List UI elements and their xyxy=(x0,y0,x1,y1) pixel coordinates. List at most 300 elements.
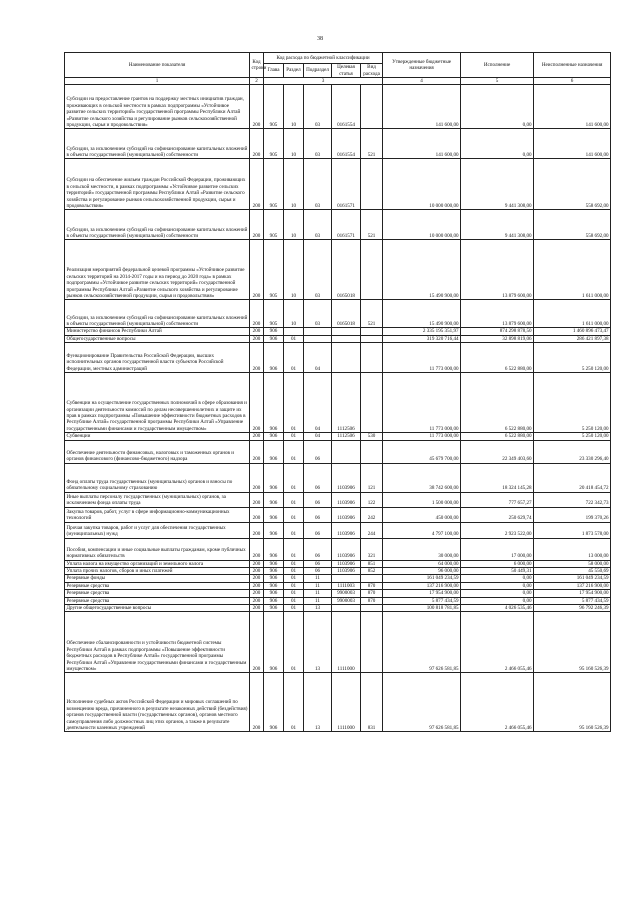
cell-podrazdel xyxy=(304,335,332,342)
cell-target: 0165018 xyxy=(332,240,361,300)
cell-executed: 13 879 600,00 xyxy=(461,300,534,328)
cell-unexecuted: 45 550,69 xyxy=(534,568,611,575)
cell-podrazdel: 03 xyxy=(304,159,332,210)
cell-glava: 906 xyxy=(264,440,284,463)
cell-glava: 906 xyxy=(264,373,284,433)
cell-type: 870 xyxy=(361,582,383,589)
cell-line: 200 xyxy=(250,210,264,240)
cell-type: 530 xyxy=(361,433,383,440)
cell-glava: 906 xyxy=(264,335,284,342)
cell-executed: 32 898 819,06 xyxy=(461,335,534,342)
cell-type xyxy=(361,240,383,300)
cell-target: 1103906 xyxy=(332,463,361,492)
cell-glava: 906 xyxy=(264,492,284,507)
cell-approved: 141 600,00 xyxy=(383,85,461,129)
cell-glava: 905 xyxy=(264,159,284,210)
cell-target: 0161554 xyxy=(332,129,361,159)
table-row xyxy=(65,575,611,582)
page-number: 38 xyxy=(317,36,323,42)
header-approved: Утвержденные бюджетные назначения xyxy=(383,53,461,78)
table-row xyxy=(65,673,611,732)
cell-unexecuted: 286 421 897,38 xyxy=(534,335,611,342)
cell-target: 1103906 xyxy=(332,522,361,538)
cell-type xyxy=(361,440,383,463)
cell-target: 9900003 xyxy=(332,597,361,604)
cell-name: Субсидии, за исключением субсидий на софинансирование капитальных вложений в объекты государственной (муниципальной) собственности xyxy=(65,300,250,328)
cell-target: 1111000 xyxy=(332,612,361,673)
cell-approved: 96 000,00 xyxy=(383,568,461,575)
cell-podrazdel: 06 xyxy=(304,492,332,507)
cell-razdel: 01 xyxy=(284,582,304,589)
cell-type: 870 xyxy=(361,597,383,604)
cell-line: 200 xyxy=(250,328,264,335)
cell-podrazdel: 03 xyxy=(304,240,332,300)
cell-razdel: 01 xyxy=(284,605,304,612)
cell-unexecuted: 20 418 454,72 xyxy=(534,463,611,492)
table-row xyxy=(65,560,611,567)
cell-razdel: 01 xyxy=(284,343,304,373)
header-type: Вид расхода xyxy=(361,64,383,78)
cell-line: 200 xyxy=(250,590,264,597)
cell-executed: 0,00 xyxy=(461,575,534,582)
cell-approved: 450 000,00 xyxy=(383,507,461,522)
cell-glava: 906 xyxy=(264,612,284,673)
cell-executed: 0,00 xyxy=(461,582,534,589)
cell-approved: 11 773 000,00 xyxy=(383,343,461,373)
table-row xyxy=(65,507,611,522)
table-header xyxy=(65,53,611,85)
cell-name: Резервные фонды xyxy=(65,575,250,582)
cell-unexecuted: 23 330 296,40 xyxy=(534,440,611,463)
cell-razdel: 01 xyxy=(284,612,304,673)
cell-name: Субсидии на предоставление грантов на поддержку местных инициатив граждан, проживающих в сельской местности в рамках подпрограммы «Устойчивое развитие сельских территорий» государственной программы Республики Алтай «Развитие сельского хозяйства и регулирование рынков сельскохозяйственной продукции, сырья и продовольствия» xyxy=(65,85,250,129)
cell-glava: 906 xyxy=(264,597,284,604)
header-unexecuted: Неисполненные назначения xyxy=(534,53,611,78)
cell-target xyxy=(332,328,361,335)
cell-podrazdel: 06 xyxy=(304,440,332,463)
cell-unexecuted: 137 216 900,00 xyxy=(534,582,611,589)
cell-executed: 0,00 xyxy=(461,129,534,159)
cell-executed: 9 441 308,00 xyxy=(461,210,534,240)
cell-podrazdel: 06 xyxy=(304,538,332,560)
table-row xyxy=(65,433,611,440)
table-row xyxy=(65,605,611,612)
column-number: 1 xyxy=(65,78,250,85)
cell-type: 122 xyxy=(361,492,383,507)
cell-unexecuted: 141 600,00 xyxy=(534,85,611,129)
header-podrazdel: Подраздел xyxy=(304,64,332,78)
cell-razdel: 01 xyxy=(284,433,304,440)
cell-type: 870 xyxy=(361,590,383,597)
cell-line: 200 xyxy=(250,597,264,604)
cell-unexecuted: 5 877 434,59 xyxy=(534,597,611,604)
column-number: 6 xyxy=(534,78,611,85)
cell-target: 1103906 xyxy=(332,507,361,522)
cell-type xyxy=(361,612,383,673)
header-executed: Исполнение xyxy=(461,53,534,78)
cell-podrazdel: 04 xyxy=(304,373,332,433)
cell-line: 200 xyxy=(250,538,264,560)
cell-executed: 0,00 xyxy=(461,597,534,604)
table-row xyxy=(65,300,611,328)
cell-name: Резервные средства xyxy=(65,582,250,589)
cell-name: Пособия, компенсации и иные социальные выплаты гражданам, кроме публичных нормативных обязательств xyxy=(65,538,250,560)
cell-executed: 250 629,74 xyxy=(461,507,534,522)
cell-type xyxy=(361,605,383,612)
cell-type: 521 xyxy=(361,300,383,328)
cell-executed: 18 324 145,28 xyxy=(461,463,534,492)
cell-line: 200 xyxy=(250,507,264,522)
cell-podrazdel: 04 xyxy=(304,433,332,440)
table-row xyxy=(65,335,611,342)
cell-approved: 97 626 581,85 xyxy=(383,612,461,673)
cell-line: 200 xyxy=(250,343,264,373)
cell-unexecuted: 95 160 526,39 xyxy=(534,673,611,732)
cell-executed: 2 923 522,00 xyxy=(461,522,534,538)
cell-glava: 905 xyxy=(264,210,284,240)
cell-target: 1103906 xyxy=(332,568,361,575)
cell-type: 831 xyxy=(361,673,383,732)
cell-target: 0161554 xyxy=(332,85,361,129)
cell-target: 1112506 xyxy=(332,373,361,433)
cell-approved: 5 877 434,59 xyxy=(383,597,461,604)
cell-unexecuted: 5 250 120,00 xyxy=(534,373,611,433)
cell-razdel: 01 xyxy=(284,463,304,492)
cell-glava: 906 xyxy=(264,560,284,567)
cell-approved: 137 216 900,00 xyxy=(383,582,461,589)
cell-approved: 64 000,00 xyxy=(383,560,461,567)
cell-razdel: 01 xyxy=(284,575,304,582)
cell-name: Субсидии, за исключением субсидий на софинансирование капитальных вложений в объекты государственной (муниципальной) собственности xyxy=(65,210,250,240)
cell-line: 200 xyxy=(250,463,264,492)
cell-name: Министерство финансов Республики Алтай xyxy=(65,328,250,335)
cell-executed: 2 466 055,46 xyxy=(461,673,534,732)
cell-name: Резервные средства xyxy=(65,590,250,597)
cell-name: Иные выплаты персоналу государственных (муниципальных) органов, за исключением фонда оплаты труда xyxy=(65,492,250,507)
cell-approved: 1 500 000,00 xyxy=(383,492,461,507)
cell-executed: 4 026 535,46 xyxy=(461,605,534,612)
cell-razdel xyxy=(284,328,304,335)
cell-glava: 905 xyxy=(264,240,284,300)
cell-line: 200 xyxy=(250,612,264,673)
header-name: Наименование показателя xyxy=(65,53,250,78)
cell-type: 521 xyxy=(361,210,383,240)
table-row xyxy=(65,328,611,335)
cell-glava: 906 xyxy=(264,463,284,492)
column-number: 3 xyxy=(264,78,383,85)
cell-glava: 906 xyxy=(264,575,284,582)
cell-razdel: 01 xyxy=(284,590,304,597)
table-row xyxy=(65,612,611,673)
cell-unexecuted: 1 873 578,00 xyxy=(534,522,611,538)
cell-name: Обеспечение сбалансированности и устойчивости бюджетной системы Республики Алтай в рамках подпрограммы «Повышение эффективности бюджетных расходов в Республике Алтай» государственной программы Республики Алтай «Управление государственными финансами и государственным имуществом» xyxy=(65,612,250,673)
cell-line: 200 xyxy=(250,433,264,440)
cell-executed: 6 522 880,00 xyxy=(461,373,534,433)
table-row xyxy=(65,240,611,300)
cell-type xyxy=(361,373,383,433)
cell-glava: 906 xyxy=(264,605,284,612)
cell-approved: 15 490 900,00 xyxy=(383,300,461,328)
cell-executed: 2 466 055,46 xyxy=(461,612,534,673)
cell-line: 200 xyxy=(250,673,264,732)
cell-name: Прочая закупка товаров, работ и услуг для обеспечения государственных (муниципальных) нужд xyxy=(65,522,250,538)
cell-line: 200 xyxy=(250,373,264,433)
header-budget-code: Код расхода по бюджетной классификации xyxy=(264,53,383,64)
cell-name: Реализация мероприятий федеральной целевой программы «Устойчивое развитие сельских территорий на 2014-2017 годы и на период до 2020 года» в рамках подпрограммы «Устойчивое развитие сельских территорий» государственной программы Республики Алтай «Развитие сельского хозяйства и регулирование рынков сельскохозяйственной продукции, сырья и продовольствия» xyxy=(65,240,250,300)
cell-podrazdel: 04 xyxy=(304,343,332,373)
cell-line: 200 xyxy=(250,129,264,159)
cell-razdel: 01 xyxy=(284,440,304,463)
cell-glava: 906 xyxy=(264,343,284,373)
cell-unexecuted: 13 000,00 xyxy=(534,538,611,560)
column-numbers-row xyxy=(65,78,611,85)
cell-executed: 13 879 600,00 xyxy=(461,240,534,300)
cell-podrazdel: 06 xyxy=(304,568,332,575)
cell-type xyxy=(361,575,383,582)
cell-type: 321 xyxy=(361,538,383,560)
cell-razdel: 01 xyxy=(284,538,304,560)
cell-target: 9900003 xyxy=(332,590,361,597)
cell-razdel: 01 xyxy=(284,597,304,604)
cell-executed: 0,00 xyxy=(461,590,534,597)
cell-type: 852 xyxy=(361,568,383,575)
cell-approved: 11 773 000,00 xyxy=(383,433,461,440)
cell-name: Субсидии, за исключением субсидий на софинансирование капитальных вложений в объекты государственной (муниципальной) собственности xyxy=(65,129,250,159)
cell-executed: 6 000,00 xyxy=(461,560,534,567)
cell-glava: 906 xyxy=(264,522,284,538)
cell-unexecuted: 558 692,00 xyxy=(534,159,611,210)
cell-approved: 319 320 716,44 xyxy=(383,335,461,342)
cell-glava: 906 xyxy=(264,673,284,732)
table-row xyxy=(65,129,611,159)
cell-podrazdel: 06 xyxy=(304,522,332,538)
cell-razdel: 01 xyxy=(284,568,304,575)
table-row xyxy=(65,373,611,433)
table-body xyxy=(65,85,611,732)
cell-type: 244 xyxy=(361,522,383,538)
cell-unexecuted: 558 692,00 xyxy=(534,210,611,240)
cell-podrazdel: 13 xyxy=(304,612,332,673)
cell-glava: 906 xyxy=(264,590,284,597)
table-row xyxy=(65,597,611,604)
table-row xyxy=(65,343,611,373)
cell-executed: 777 657,27 xyxy=(461,492,534,507)
cell-name: Исполнение судебных актов Российской Федерации и мировых соглашений по возмещению вреда, причиненного в результате незаконных действий (бездействия) органов государственной власти (государственных органов), органов местного самоуправления либо должностных лиц этих органов, а также в результате деятельности казенных учреждений xyxy=(65,673,250,732)
cell-approved: 38 742 600,00 xyxy=(383,463,461,492)
cell-executed: 22 349 403,60 xyxy=(461,440,534,463)
cell-glava: 906 xyxy=(264,582,284,589)
cell-type: 521 xyxy=(361,129,383,159)
cell-line: 200 xyxy=(250,240,264,300)
cell-line: 200 xyxy=(250,440,264,463)
cell-target xyxy=(332,575,361,582)
table-row xyxy=(65,85,611,129)
cell-glava: 906 xyxy=(264,328,284,335)
cell-podrazdel: 11 xyxy=(304,597,332,604)
table-row xyxy=(65,522,611,538)
cell-podrazdel: 11 xyxy=(304,582,332,589)
cell-podrazdel: 03 xyxy=(304,129,332,159)
cell-name: Закупка товаров, работ, услуг в сфере информационно-коммуникационных технологий xyxy=(65,507,250,522)
cell-razdel: 10 xyxy=(284,85,304,129)
cell-target: 0161571 xyxy=(332,210,361,240)
cell-podrazdel: 13 xyxy=(304,673,332,732)
cell-unexecuted: 141 600,00 xyxy=(534,129,611,159)
cell-razdel: 01 xyxy=(284,335,304,342)
cell-razdel: 10 xyxy=(284,159,304,210)
cell-razdel: 01 xyxy=(284,673,304,732)
cell-razdel: 01 xyxy=(284,507,304,522)
cell-approved: 97 626 581,85 xyxy=(383,673,461,732)
table-row xyxy=(65,568,611,575)
cell-executed: 6 522 880,00 xyxy=(461,433,534,440)
cell-target: 0165018 xyxy=(332,300,361,328)
cell-podrazdel: 11 xyxy=(304,575,332,582)
cell-line: 200 xyxy=(250,605,264,612)
cell-razdel: 01 xyxy=(284,373,304,433)
cell-podrazdel: 03 xyxy=(304,210,332,240)
cell-type xyxy=(361,85,383,129)
cell-target: 1103906 xyxy=(332,492,361,507)
cell-podrazdel: 11 xyxy=(304,590,332,597)
cell-executed: 17 000,00 xyxy=(461,538,534,560)
cell-razdel: 10 xyxy=(284,300,304,328)
cell-target: 1111003 xyxy=(332,582,361,589)
cell-type xyxy=(361,159,383,210)
cell-approved: 15 490 900,00 xyxy=(383,240,461,300)
cell-unexecuted: 5 250 120,00 xyxy=(534,433,611,440)
cell-line: 200 xyxy=(250,575,264,582)
cell-unexecuted: 17 954 900,00 xyxy=(534,590,611,597)
cell-line: 200 xyxy=(250,85,264,129)
cell-approved: 4 797 100,00 xyxy=(383,522,461,538)
budget-execution-table xyxy=(64,52,611,732)
header-glava: Глава xyxy=(264,64,284,78)
cell-podrazdel: 03 xyxy=(304,300,332,328)
cell-target: 1103906 xyxy=(332,538,361,560)
cell-unexecuted: 58 000,00 xyxy=(534,560,611,567)
cell-glava: 905 xyxy=(264,85,284,129)
cell-target: 1112506 xyxy=(332,433,361,440)
cell-type: 851 xyxy=(361,560,383,567)
cell-name: Общегосударственные вопросы xyxy=(65,335,250,342)
cell-unexecuted: 1 611 000,00 xyxy=(534,240,611,300)
cell-podrazdel: 13 xyxy=(304,605,332,612)
cell-executed: 6 522 880,00 xyxy=(461,343,534,373)
cell-approved: 141 600,00 xyxy=(383,129,461,159)
cell-approved: 161 049 234,59 xyxy=(383,575,461,582)
cell-executed: 9 441 308,00 xyxy=(461,159,534,210)
cell-name: Субсидии на обеспечение жильем граждан Российской Федерации, проживающих в сельской местности, в рамках подпрограммы «Устойчивое развитие сельских территорий» государственной программы Республики Алтай «Развитие сельского хозяйства и регулирование рынков сельскохозяйственной продукции, сырья и продовольствия» xyxy=(65,159,250,210)
table-row xyxy=(65,538,611,560)
cell-razdel: 10 xyxy=(284,210,304,240)
cell-target: 0161571 xyxy=(332,159,361,210)
cell-unexecuted: 1 460 896 473,47 xyxy=(534,328,611,335)
header-target: Целевая статья xyxy=(332,64,361,78)
cell-approved: 10 000 000,00 xyxy=(383,210,461,240)
cell-podrazdel: 06 xyxy=(304,507,332,522)
column-number: 2 xyxy=(250,78,264,85)
header-razdel: Раздел xyxy=(284,64,304,78)
cell-name: Фонд оплаты труда государственных (муниципальных) органов и взносы по обязательному социальному страхованию xyxy=(65,463,250,492)
cell-approved: 100 818 781,85 xyxy=(383,605,461,612)
column-number: 4 xyxy=(383,78,461,85)
table-row xyxy=(65,440,611,463)
cell-approved: 30 000,00 xyxy=(383,538,461,560)
cell-line: 200 xyxy=(250,335,264,342)
cell-glava: 905 xyxy=(264,300,284,328)
cell-name: Другие общегосударственные вопросы xyxy=(65,605,250,612)
cell-line: 200 xyxy=(250,300,264,328)
cell-razdel: 01 xyxy=(284,492,304,507)
cell-unexecuted: 5 250 120,00 xyxy=(534,343,611,373)
cell-target xyxy=(332,335,361,342)
cell-line: 200 xyxy=(250,492,264,507)
cell-glava: 906 xyxy=(264,433,284,440)
cell-line: 200 xyxy=(250,568,264,575)
cell-name: Уплата прочих налогов, сборов и иных платежей xyxy=(65,568,250,575)
cell-podrazdel xyxy=(304,328,332,335)
cell-approved: 17 954 900,00 xyxy=(383,590,461,597)
cell-name: Резервные средства xyxy=(65,597,250,604)
cell-name: Субвенции xyxy=(65,433,250,440)
cell-approved: 11 773 000,00 xyxy=(383,373,461,433)
cell-executed: 0,00 xyxy=(461,85,534,129)
cell-podrazdel: 06 xyxy=(304,560,332,567)
cell-line: 200 xyxy=(250,560,264,567)
cell-executed: 874 298 878,50 xyxy=(461,328,534,335)
cell-unexecuted: 161 049 234,59 xyxy=(534,575,611,582)
cell-unexecuted: 722 342,73 xyxy=(534,492,611,507)
cell-target: 1111000 xyxy=(332,673,361,732)
cell-target: 1103906 xyxy=(332,560,361,567)
cell-glava: 905 xyxy=(264,129,284,159)
table-row xyxy=(65,492,611,507)
cell-razdel: 01 xyxy=(284,560,304,567)
cell-unexecuted: 199 370,26 xyxy=(534,507,611,522)
cell-name: Обеспечение деятельности финансовых, налоговых и таможенных органов и органов финансового (финансово-бюджетного) надзора xyxy=(65,440,250,463)
column-number: 5 xyxy=(461,78,534,85)
cell-podrazdel: 06 xyxy=(304,463,332,492)
cell-target xyxy=(332,440,361,463)
cell-approved: 45 679 700,00 xyxy=(383,440,461,463)
cell-unexecuted: 95 160 526,39 xyxy=(534,612,611,673)
cell-type xyxy=(361,335,383,342)
header-code-line: Код строки xyxy=(250,53,264,78)
cell-line: 200 xyxy=(250,582,264,589)
cell-type xyxy=(361,343,383,373)
cell-type: 242 xyxy=(361,507,383,522)
cell-razdel: 10 xyxy=(284,240,304,300)
cell-unexecuted: 1 611 000,00 xyxy=(534,300,611,328)
cell-glava: 906 xyxy=(264,538,284,560)
cell-executed: 50 449,31 xyxy=(461,568,534,575)
cell-line: 200 xyxy=(250,522,264,538)
cell-type xyxy=(361,328,383,335)
cell-razdel: 10 xyxy=(284,129,304,159)
cell-name: Субвенции на осуществление государственных полномочий в сфере образования и организации деятельности комиссий по делам несовершеннолетних и защите их прав в рамках подпрограммы «Повышение эффективности бюджетных расходов в Республике Алтай» государственной программы Республики Алтай «Управление государственными финансами и государственным имуществом» xyxy=(65,373,250,433)
table-row xyxy=(65,463,611,492)
cell-glava: 906 xyxy=(264,507,284,522)
cell-glava: 906 xyxy=(264,568,284,575)
cell-target xyxy=(332,343,361,373)
cell-approved: 2 335 195 351,97 xyxy=(383,328,461,335)
cell-line: 200 xyxy=(250,159,264,210)
table-row xyxy=(65,582,611,589)
cell-podrazdel: 03 xyxy=(304,85,332,129)
cell-target xyxy=(332,605,361,612)
cell-type: 121 xyxy=(361,463,383,492)
